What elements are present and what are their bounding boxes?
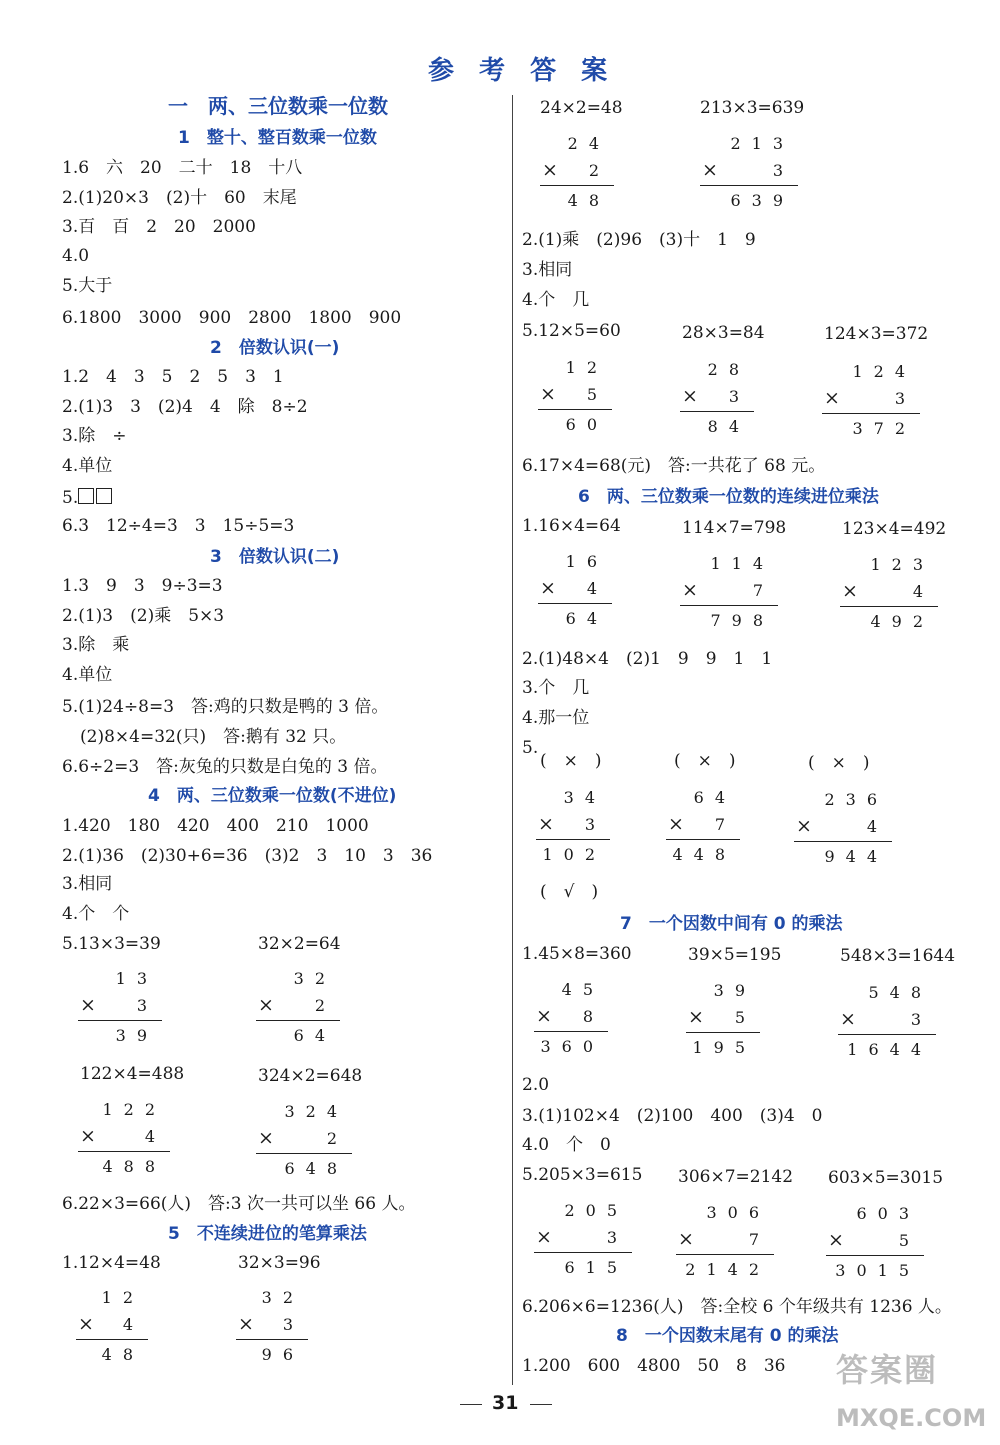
multiplicand: 45 bbox=[561, 980, 604, 999]
vertical-calculation bbox=[78, 971, 162, 1043]
product: 492 bbox=[870, 612, 934, 631]
answer-line: 4.单位 bbox=[62, 665, 113, 685]
times-sign: × bbox=[828, 1229, 844, 1251]
product: 64 bbox=[293, 1026, 336, 1045]
multiplier: 3 bbox=[772, 161, 794, 180]
product: 39 bbox=[115, 1026, 158, 1045]
answer-line: 3.百 百 2 20 2000 bbox=[62, 217, 256, 237]
answer-line: 124×3=372 bbox=[824, 324, 929, 344]
answer-line: 28×3=84 bbox=[682, 323, 765, 343]
multiplier: 3 bbox=[910, 1010, 932, 1029]
product: 615 bbox=[564, 1258, 628, 1277]
vertical-calculation bbox=[794, 792, 892, 864]
answer-line: 4.0 bbox=[62, 246, 90, 266]
vertical-calculation bbox=[838, 985, 936, 1057]
answer-line: 5.205×3=615 bbox=[522, 1165, 643, 1185]
product: 648 bbox=[284, 1159, 348, 1178]
calc-line bbox=[700, 185, 798, 186]
vertical-calculation bbox=[826, 1206, 924, 1278]
multiplicand: 205 bbox=[564, 1201, 628, 1220]
calc-line bbox=[534, 1031, 608, 1032]
times-sign: × bbox=[842, 580, 858, 602]
multiplicand: 32 bbox=[261, 1288, 304, 1307]
multiplier: 3 bbox=[282, 1315, 304, 1334]
multiplier: 4 bbox=[912, 582, 934, 601]
answer-line: 603×5=3015 bbox=[828, 1168, 944, 1188]
product: 195 bbox=[692, 1038, 756, 1057]
answer-line: 2.(1)3 3 (2)4 4 除 8÷2 bbox=[62, 397, 308, 417]
times-sign: × bbox=[702, 159, 718, 181]
multiplicand: 12 bbox=[565, 358, 608, 377]
calc-line bbox=[78, 1020, 162, 1021]
answer-line: 5.13×3=39 bbox=[62, 934, 161, 954]
multiplier: 3 bbox=[606, 1228, 628, 1247]
answer-line: 6.1800 3000 900 2800 1800 900 bbox=[62, 308, 402, 328]
answer-line: 2.(1)48×4 (2)1 9 9 1 1 bbox=[522, 649, 773, 669]
watermark-logo: 答案圈 bbox=[836, 1351, 939, 1389]
vertical-calculation bbox=[256, 971, 340, 1043]
product: 48 bbox=[567, 191, 610, 210]
calc-line bbox=[538, 603, 612, 604]
times-sign: × bbox=[688, 1006, 704, 1028]
answer-line: 6.3 12÷4=3 3 15÷5=3 bbox=[62, 516, 295, 536]
watermark-url: MXQE.COM bbox=[836, 1404, 987, 1432]
answer-line: 306×7=2142 bbox=[678, 1167, 794, 1187]
vertical-calculation bbox=[538, 554, 612, 626]
answer-line: 1.45×8=360 bbox=[522, 944, 632, 964]
times-sign: × bbox=[536, 1005, 552, 1027]
calc-line bbox=[838, 1034, 936, 1035]
multiplicand: 236 bbox=[824, 790, 888, 809]
answer-line: 6.17×4=68(元) 答:一共花了 68 元。 bbox=[522, 456, 826, 476]
answer-line: 6.6÷2=3 答:灰兔的只数是白兔的 3 倍。 bbox=[62, 757, 388, 777]
calc-line bbox=[538, 409, 612, 410]
multiplicand: 12 bbox=[101, 1288, 144, 1307]
calc-line bbox=[822, 413, 920, 414]
product: 372 bbox=[852, 419, 916, 438]
times-sign: × bbox=[540, 383, 556, 405]
multiplicand: 324 bbox=[284, 1102, 348, 1121]
judgement-mark: ( √ ) bbox=[540, 882, 599, 902]
answer-line: 2.0 bbox=[522, 1075, 550, 1095]
vertical-calculation bbox=[256, 1104, 352, 1176]
vertical-calculation bbox=[534, 1203, 632, 1275]
page-number: 31 bbox=[492, 1392, 519, 1414]
answer-line: 39×5=195 bbox=[688, 945, 782, 965]
vertical-calculation bbox=[76, 1290, 148, 1362]
product: 798 bbox=[710, 611, 774, 630]
multiplier: 4 bbox=[122, 1315, 144, 1334]
product: 102 bbox=[542, 845, 606, 864]
multiplicand: 34 bbox=[563, 788, 606, 807]
answer-line: 5.12×5=60 bbox=[522, 321, 621, 341]
section-heading-3: 3 倍数认识(二) bbox=[210, 547, 340, 567]
vertical-calculation bbox=[540, 136, 614, 208]
answer-line bbox=[62, 488, 114, 507]
calc-line bbox=[794, 841, 892, 842]
vertical-calculation bbox=[686, 983, 760, 1055]
product: 84 bbox=[707, 417, 750, 436]
answer-line: 2.(1)乘 (2)96 (3)十 1 9 bbox=[522, 230, 756, 250]
multiplicand: 124 bbox=[852, 362, 916, 381]
multiplicand: 306 bbox=[706, 1203, 770, 1222]
answer-line: 4.那一位 bbox=[522, 708, 590, 728]
vertical-calculation bbox=[666, 790, 740, 862]
multiplier: 5 bbox=[898, 1231, 920, 1250]
multiplicand: 213 bbox=[730, 134, 794, 153]
times-sign: × bbox=[840, 1008, 856, 1030]
multiplier: 3 bbox=[728, 387, 750, 406]
multiplicand: 64 bbox=[693, 788, 736, 807]
multiplicand: 13 bbox=[115, 969, 158, 988]
vertical-calculation bbox=[534, 982, 608, 1054]
multiplier: 7 bbox=[714, 815, 736, 834]
vertical-calculation bbox=[822, 364, 920, 436]
multiplier: 3 bbox=[894, 389, 916, 408]
product: 60 bbox=[565, 415, 608, 434]
product: 2142 bbox=[685, 1260, 770, 1279]
multiplier: 3 bbox=[136, 996, 158, 1015]
answer-line: 3.除 ÷ bbox=[62, 426, 127, 446]
times-sign: × bbox=[536, 1226, 552, 1248]
calc-line bbox=[78, 1151, 170, 1152]
section-heading-8: 8 一个因数末尾有 0 的乘法 bbox=[616, 1326, 839, 1346]
answer-line: 1.200 600 4800 50 8 36 bbox=[522, 1356, 786, 1376]
multiplier: 3 bbox=[584, 815, 606, 834]
product: 448 bbox=[672, 845, 736, 864]
multiplicand: 548 bbox=[868, 983, 932, 1002]
product: 1644 bbox=[847, 1040, 932, 1059]
product: 3015 bbox=[835, 1261, 920, 1280]
section-heading-2: 2 倍数认识(一) bbox=[210, 338, 340, 358]
multiplicand: 39 bbox=[713, 981, 756, 1000]
answer-line: 1.16×4=64 bbox=[522, 516, 621, 536]
multiplicand: 123 bbox=[870, 555, 934, 574]
answer-line: 6.22×3=66(人) 答:3 次一共可以坐 66 人。 bbox=[62, 1194, 416, 1214]
vertical-calculation bbox=[680, 556, 778, 628]
answer-line: 1.420 180 420 400 210 1000 bbox=[62, 816, 369, 836]
product: 639 bbox=[730, 191, 794, 210]
answer-line: 32×2=64 bbox=[258, 934, 341, 954]
product: 96 bbox=[261, 1345, 304, 1364]
product: 944 bbox=[824, 847, 888, 866]
answer-line: 6.206×6=1236(人) 答:全校 6 个年级共有 1236 人。 bbox=[522, 1297, 952, 1317]
answer-line: 2.(1)3 (2)乘 5×3 bbox=[62, 606, 225, 626]
vertical-calculation bbox=[676, 1205, 774, 1277]
times-sign: × bbox=[258, 1127, 274, 1149]
answer-line: 324×2=648 bbox=[258, 1066, 363, 1086]
calc-line bbox=[540, 185, 614, 186]
times-sign: × bbox=[540, 577, 556, 599]
answer-line: 5. bbox=[522, 738, 539, 758]
calc-line bbox=[256, 1020, 340, 1021]
vertical-calculation bbox=[78, 1102, 170, 1174]
calc-line bbox=[534, 1252, 632, 1253]
answer-line: 3.个 几 bbox=[522, 678, 590, 698]
multiplier: 4 bbox=[586, 579, 608, 598]
times-sign: × bbox=[668, 813, 684, 835]
multiplier: 7 bbox=[752, 581, 774, 600]
footer-dash-right bbox=[530, 1404, 552, 1405]
answer-line: 213×3=639 bbox=[700, 98, 805, 118]
calc-line bbox=[236, 1339, 308, 1340]
section-heading-6: 6 两、三位数乘一位数的连续进位乘法 bbox=[578, 487, 879, 507]
vertical-calculation bbox=[700, 136, 798, 208]
answer-line: 3.除 乘 bbox=[62, 635, 130, 655]
answer-line: 24×2=48 bbox=[540, 98, 623, 118]
calc-line bbox=[826, 1255, 924, 1256]
multiplicand: 28 bbox=[707, 360, 750, 379]
product: 488 bbox=[102, 1157, 166, 1176]
multiplicand: 603 bbox=[856, 1204, 920, 1223]
section-heading-5: 5 不连续进位的笔算乘法 bbox=[168, 1224, 367, 1244]
times-sign: × bbox=[796, 815, 812, 837]
vertical-calculation bbox=[680, 362, 754, 434]
times-sign: × bbox=[78, 1313, 94, 1335]
calc-line bbox=[840, 606, 938, 607]
answer-line: 3.相同 bbox=[522, 260, 573, 280]
answer-line: 4.0 个 0 bbox=[522, 1135, 611, 1155]
vertical-calculation bbox=[536, 790, 610, 862]
answer-line: 4.个 个 bbox=[62, 904, 130, 924]
multiplier: 2 bbox=[588, 161, 610, 180]
answer-line: 3.相同 bbox=[62, 874, 113, 894]
answer-line: 32×3=96 bbox=[238, 1253, 321, 1273]
calc-line bbox=[686, 1032, 760, 1033]
section-heading-4: 4 两、三位数乘一位数(不进位) bbox=[148, 786, 397, 806]
times-sign: × bbox=[682, 385, 698, 407]
multiplier: 8 bbox=[582, 1007, 604, 1026]
vertical-calculation bbox=[236, 1290, 308, 1362]
vertical-calculation bbox=[840, 557, 938, 629]
calc-line bbox=[76, 1339, 148, 1340]
answer-line: 548×3=1644 bbox=[840, 946, 956, 966]
unit-heading: 一 两、三位数乘一位数 bbox=[168, 94, 388, 118]
calc-line bbox=[536, 839, 610, 840]
multiplier: 4 bbox=[866, 817, 888, 836]
multiplicand: 122 bbox=[102, 1100, 166, 1119]
answer-line: 2.(1)20×3 (2)十 60 末尾 bbox=[62, 188, 297, 208]
times-sign: × bbox=[682, 579, 698, 601]
product: 64 bbox=[565, 609, 608, 628]
answer-line: 122×4=488 bbox=[80, 1064, 185, 1084]
multiplicand: 114 bbox=[710, 554, 774, 573]
answer-line: 1.12×4=48 bbox=[62, 1253, 161, 1273]
calc-line bbox=[256, 1153, 352, 1154]
times-sign: × bbox=[80, 1125, 96, 1147]
answer-line: 1.6 六 20 二十 18 十八 bbox=[62, 158, 303, 178]
calc-line bbox=[676, 1254, 774, 1255]
times-sign: × bbox=[538, 813, 554, 835]
times-sign: × bbox=[258, 994, 274, 1016]
empty-box bbox=[96, 488, 112, 504]
answer-line: 2.(1)36 (2)30+6=36 (3)2 3 10 3 36 bbox=[62, 846, 433, 866]
answer-line: 5.(1)24÷8=3 答:鸡的只数是鸭的 3 倍。 bbox=[62, 697, 389, 717]
multiplier: 2 bbox=[314, 996, 336, 1015]
judgement-mark: ( × ) bbox=[674, 751, 736, 771]
times-sign: × bbox=[542, 159, 558, 181]
multiplicand: 16 bbox=[565, 552, 608, 571]
item-number: 5. bbox=[62, 488, 79, 508]
times-sign: × bbox=[80, 994, 96, 1016]
calc-line bbox=[680, 411, 754, 412]
empty-box bbox=[78, 488, 94, 504]
answer-line: 5.大于 bbox=[62, 276, 113, 296]
page-title: 参 考 答 案 bbox=[428, 56, 616, 86]
answer-line: 4.单位 bbox=[62, 456, 113, 476]
multiplier: 5 bbox=[586, 385, 608, 404]
multiplier: 7 bbox=[748, 1230, 770, 1249]
multiplicand: 32 bbox=[293, 969, 336, 988]
answer-line: 4.个 几 bbox=[522, 290, 590, 310]
answer-line: 1.3 9 3 9÷3=3 bbox=[62, 576, 223, 596]
answer-line: 114×7=798 bbox=[682, 518, 787, 538]
product: 360 bbox=[540, 1037, 604, 1056]
times-sign: × bbox=[238, 1313, 254, 1335]
footer-dash-left bbox=[460, 1404, 482, 1405]
vertical-calculation bbox=[538, 360, 612, 432]
calc-line bbox=[666, 839, 740, 840]
multiplicand: 24 bbox=[567, 134, 610, 153]
section-heading-7: 7 一个因数中间有 0 的乘法 bbox=[620, 914, 843, 934]
multiplier: 5 bbox=[734, 1008, 756, 1027]
section-heading-1: 1 整十、整百数乘一位数 bbox=[178, 128, 377, 148]
multiplier: 2 bbox=[326, 1129, 348, 1148]
times-sign: × bbox=[824, 387, 840, 409]
answer-line: 123×4=492 bbox=[842, 519, 947, 539]
answer-line: 3.(1)102×4 (2)100 400 (3)4 0 bbox=[522, 1106, 823, 1126]
product: 48 bbox=[101, 1345, 144, 1364]
answer-line: (2)8×4=32(只) 答:鹅有 32 只。 bbox=[80, 727, 347, 747]
calc-line bbox=[680, 605, 778, 606]
judgement-mark: ( × ) bbox=[808, 753, 870, 773]
judgement-mark: ( × ) bbox=[540, 751, 602, 771]
times-sign: × bbox=[678, 1228, 694, 1250]
column-divider bbox=[512, 95, 513, 1385]
multiplier: 4 bbox=[144, 1127, 166, 1146]
answer-line: 1.2 4 3 5 2 5 3 1 bbox=[62, 367, 284, 387]
